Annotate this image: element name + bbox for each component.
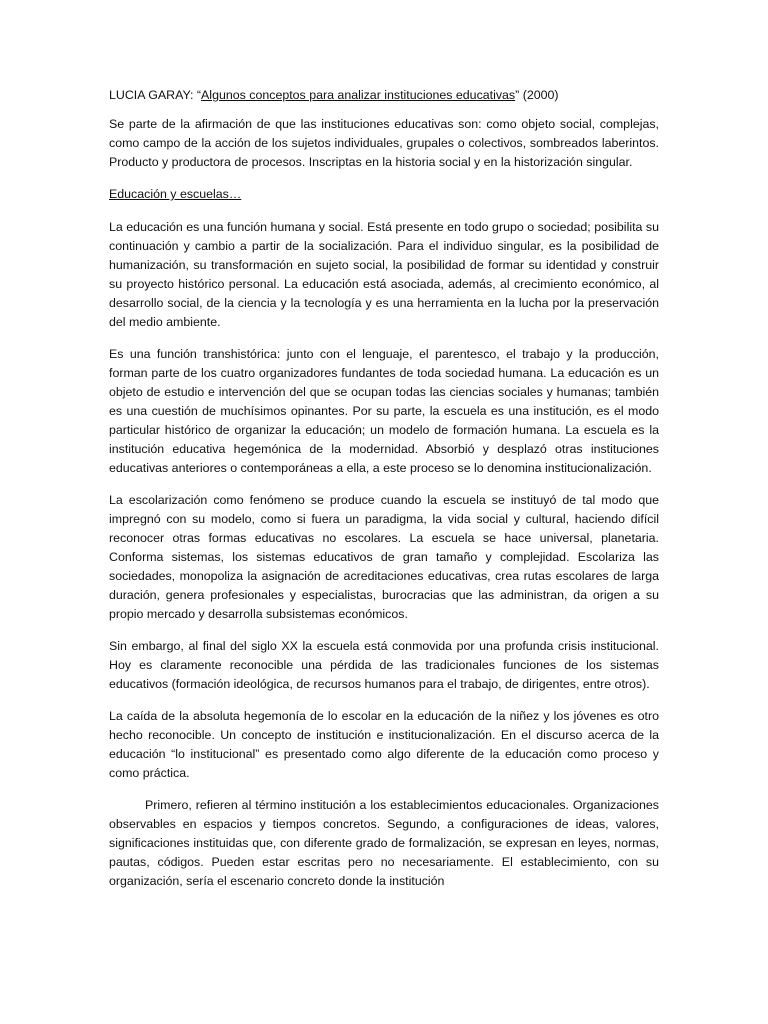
body-paragraph-6: Primero, refieren al término institución a los establecimientos educacionales. Organizaciones observables en espacios y tiempos concretos. Segundo, a configuraciones de ideas, valores, significaciones instituidas que, con diferente grado de formalización, se expresan en leyes, normas, pautas, códigos. Pueden estar escritas pero no necesariamente. El establecimiento, con su organización, sería el escenario concreto donde la institución: [109, 798, 659, 888]
body-paragraph-2: Es una función transhistórica: junto con el lenguaje, el parentesco, el trabajo y la producción, forman parte de los cuatro organizadores fundantes de toda sociedad humana. La educación es un objeto de estudio e intervención del que se ocupan todas las ciencias sociales y humanas; también es una cuestión de muchísimos opinantes. Por su parte, la escuela es una institución, es el modo particular histórico de organizar la educación; un modelo de formación humana. La escuela es la institución educativa hegemónica de la modernidad. Absorbió y desplazó otras instituciones educativas anteriores o contemporáneas a ella, a este proceso se lo denomina institucionalización.: [109, 347, 659, 475]
work-title: Algunos conceptos para analizar instituciones educativas: [201, 88, 516, 102]
document-title: [109, 86, 659, 105]
section-heading-text: Educación y escuelas…: [109, 187, 242, 201]
intro-paragraph: Se parte de la afirmación de que las instituciones educativas son: como objeto social, complejas, como campo de la acción de los sujetos individuales, grupales o colectivos, sombreados laberintos. Producto y productora de procesos. Inscriptas en la historia social y en la historización singular.: [109, 117, 659, 169]
body-paragraph-4: Sin embargo, al final del siglo XX la escuela está conmovida por una profunda crisis institucional. Hoy es claramente reconocible una pérdida de las tradicionales funciones de los sistemas educativos (formación ideológica, de recursos humanos para el trabajo, de dirigentes, entre otros).: [109, 639, 659, 691]
section-heading: [109, 185, 659, 204]
body-paragraph-3: La escolarización como fenómeno se produce cuando la escuela se instituyó de tal modo que impregnó con su modelo, como si fuera un paradigma, la vida social y cultural, haciendo difícil reconocer otras formas educativas no escolares. La escuela se hace universal, planetaria. Conforma sistemas, los sistemas educativos de gran tamaño y complejidad. Escolariza las sociedades, monopoliza la asignación de acreditaciones educativas, crea rutas escolares de larga duración, genera profesionales y especialistas, burocracias que las administran, da origen a su propio mercado y desarrolla subsistemas económicos.: [109, 493, 659, 621]
body-paragraph-1: La educación es una función humana y social. Está presente en todo grupo o sociedad; posibilita su continuación y cambio a partir de la socialización. Para el individuo singular, es la posibilidad de humanización, su transformación en sujeto social, la posibilidad de formar su identidad y construir su proyecto histórico personal. La educación está asociada, además, al crecimiento económico, al desarrollo social, de la ciencia y la tecnología y es una herramienta en la lucha por la preservación del medio ambiente.: [109, 220, 659, 329]
document-page: [109, 86, 659, 904]
author-name: LUCIA GARAY: “: [109, 88, 202, 102]
body-paragraph-5: La caída de la absoluta hegemonía de lo escolar en la educación de la niñez y los jóvenes es otro hecho reconocible. Un concepto de institución e institucionalización. En el discurso acerca de la educación “lo institucional” es presentado como algo diferente de la educación como proceso y como práctica.: [109, 709, 659, 780]
publication-year: ” (2000): [515, 88, 559, 102]
